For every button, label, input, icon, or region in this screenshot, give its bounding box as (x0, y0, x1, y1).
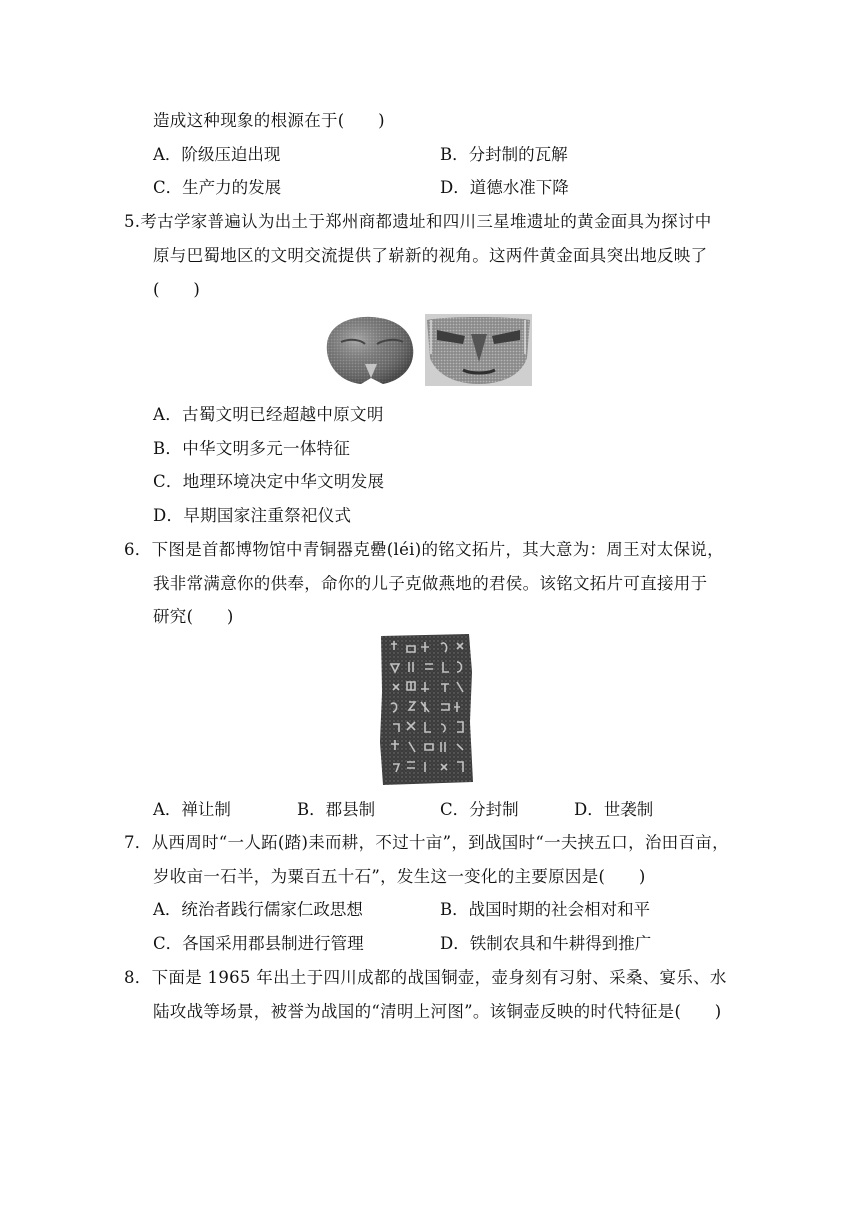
q8-stem-line-1: 8．下面是 1965 年出土于四川成都的战国铜壶，壶身刻有习射、采桑、宴乐、水 (124, 968, 727, 987)
q6-option-d[interactable]: D．世袭制 (574, 800, 654, 819)
q7-options-row-1 (153, 900, 773, 920)
q4-options-row-1 (153, 145, 773, 165)
q4-option-d[interactable]: D．道德水准下降 (440, 178, 569, 197)
gold-mask-1-graphic (321, 314, 417, 386)
q5-option-c[interactable]: C．地理环境决定中华文明发展 (153, 472, 385, 491)
q5-option-b[interactable]: B．中华文明多元一体特征 (153, 439, 351, 458)
q7-option-d[interactable]: D．铁制农具和牛耕得到推广 (440, 934, 652, 953)
q4-options-row-2 (153, 178, 773, 198)
q5-stem-line-2: 原与巴蜀地区的文明交流提供了崭新的视角。这两件黄金面具突出地反映了 (153, 246, 708, 265)
q6-option-b[interactable]: B．郡县制 (297, 800, 376, 819)
q8-stem-line-2: 陆攻战等场景，被誉为战国的“清明上河图”。该铜壶反映的时代特征是( ) (153, 1002, 722, 1021)
q5-option-d[interactable]: D．早期国家注重祭祀仪式 (153, 506, 352, 525)
q5-stem-line-1: 5.考古学家普遍认为出土于郑州商都遗址和四川三星堆遗址的黄金面具为探讨中 (124, 212, 712, 231)
q5-stem-line-3: ( ) (153, 280, 201, 299)
q7-stem-line-1: 7．从西周时“一人跖(踏)耒而耕，不过十亩”，到战国时“一夫挟五口，治田百亩， (124, 833, 729, 852)
q5-option-a[interactable]: A．古蜀文明已经超越中原文明 (153, 405, 384, 424)
zhengzhou-gold-mask-image (321, 314, 417, 386)
q6-option-a[interactable]: A．禅让制 (153, 800, 231, 819)
sanxingdui-gold-mask-image (425, 314, 532, 386)
q6-option-c[interactable]: C．分封制 (440, 800, 519, 819)
q4-option-c[interactable]: C．生产力的发展 (153, 178, 282, 197)
q4-option-a[interactable]: A．阶级压迫出现 (153, 145, 281, 164)
q7-option-b[interactable]: B．战国时期的社会相对和平 (440, 900, 651, 919)
inscription-rubbing-graphic (377, 632, 475, 788)
inscription-rubbing-image (377, 632, 475, 788)
q6-stem-line-1: 6．下图是首都博物馆中青铜器克罍(léi)的铭文拓片，其大意为：周王对太保说， (124, 540, 724, 559)
q4-option-b[interactable]: B．分封制的瓦解 (440, 145, 568, 164)
q6-stem-line-2: 我非常满意你的供奉，命你的儿子克做燕地的君侯。该铭文拓片可直接用于 (153, 574, 708, 593)
q7-options-row-2 (153, 934, 773, 954)
q6-options-row (153, 800, 713, 820)
q7-option-c[interactable]: C．各国采用郡县制进行管理 (153, 934, 364, 953)
q4-stem-tail: 造成这种现象的根源在于( ) (153, 111, 385, 130)
q7-stem-line-2: 岁收亩一石半，为粟百五十石”，发生这一变化的主要原因是( ) (153, 867, 646, 886)
q6-stem-line-3: 研究( ) (153, 607, 234, 626)
gold-mask-2-graphic (425, 314, 532, 386)
q7-option-a[interactable]: A．统治者践行儒家仁政思想 (153, 900, 363, 919)
